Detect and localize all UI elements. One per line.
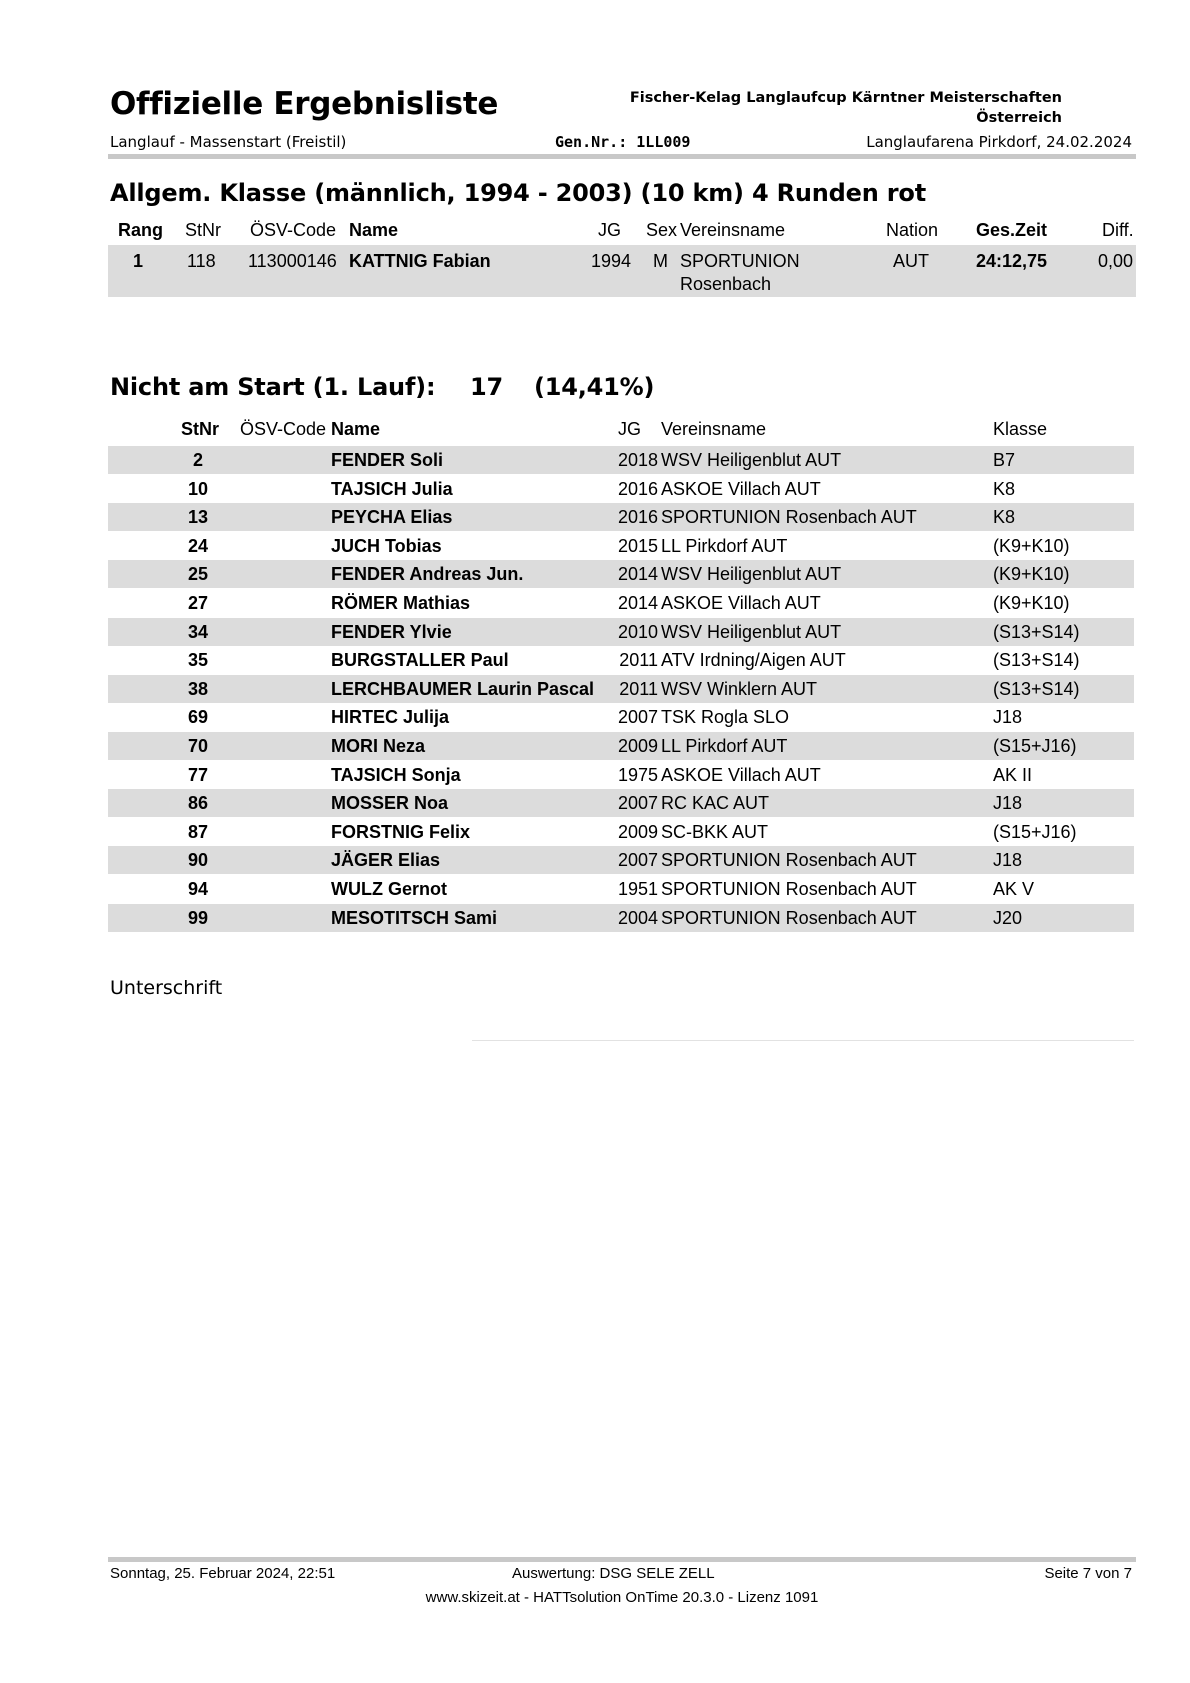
dns-col-klasse: Klasse	[993, 419, 1048, 439]
footer-evaluation: Auswertung: DSG SELE ZELL	[512, 1565, 715, 1582]
club-name: SC-BKK AUT	[661, 821, 769, 842]
page-title: Offizielle Ergebnisliste	[110, 86, 499, 122]
athlete-name: MESOTITSCH Sami	[331, 907, 498, 928]
club-name: LL Pirkdorf AUT	[661, 535, 788, 556]
col-sex: Sex	[646, 220, 678, 240]
start-number: 10	[187, 478, 209, 499]
dns-col-jg: JG	[618, 419, 642, 439]
table-row	[108, 475, 1134, 503]
dns-section-title	[110, 373, 655, 401]
table-row	[108, 904, 1134, 932]
birth-year: 2014	[617, 564, 658, 585]
class: (S13+S14)	[993, 678, 1080, 699]
birth-year: 1975	[617, 764, 658, 785]
start-number: 69	[187, 707, 209, 728]
athlete-name: KATTNIG Fabian	[349, 251, 491, 271]
footer-credit: www.skizeit.at - HATTsolution OnTime 20.3.0 - Lizenz 1091	[425, 1589, 819, 1606]
birth-year: 2018	[617, 450, 658, 470]
club-name: SPORTUNION Rosenbach AUT	[661, 907, 917, 928]
col-ges-zeit: Ges.Zeit	[976, 220, 1048, 240]
discipline: Langlauf - Massenstart (Freistil)	[110, 133, 347, 151]
athlete-name: MOSSER Noa	[331, 793, 449, 814]
table-row	[108, 646, 1134, 674]
start-number: 118	[187, 251, 216, 271]
table-row	[108, 675, 1134, 703]
start-number: 90	[187, 850, 209, 871]
class: K8	[993, 507, 1016, 528]
birth-year: 1994	[591, 251, 632, 271]
osv-code: 113000146	[248, 251, 337, 271]
athlete-name: PEYCHA Elias	[331, 507, 453, 528]
club-name: WSV Heiligenblut AUT	[661, 564, 842, 585]
club-name: SPORTUNION Rosenbach AUT	[661, 850, 917, 871]
club-name: SPORTUNION Rosenbach AUT	[661, 879, 917, 899]
sex: M	[653, 251, 668, 271]
col-diff: Diff.	[1102, 220, 1134, 240]
table-row	[108, 618, 1134, 646]
dns-label: Nicht am Start (1. Lauf):	[110, 373, 436, 401]
dns-col-osv-code: ÖSV-Code	[240, 419, 327, 439]
club-name: SPORTUNION Rosenbach AUT	[661, 507, 917, 528]
athlete-name: FENDER Soli	[331, 450, 444, 470]
start-number: 13	[187, 507, 209, 528]
col-stnr: StNr	[185, 220, 221, 240]
club-name: WSV Winklern AUT	[661, 678, 818, 699]
signature-label: Unterschrift	[110, 977, 223, 999]
results-section-title: Allgem. Klasse (männlich, 1994 - 2003) (10 km) 4 Runden rot	[110, 179, 926, 207]
start-number: 77	[187, 764, 209, 785]
birth-year: 2016	[617, 507, 658, 528]
club-name: ASKOE Villach AUT	[661, 593, 821, 613]
start-number: 25	[187, 564, 209, 585]
class: AK II	[993, 764, 1033, 785]
club-name: ASKOE Villach AUT	[661, 764, 821, 785]
nation: AUT	[893, 251, 929, 271]
class: B7	[993, 450, 1016, 470]
class: J18	[993, 793, 1023, 814]
table-row	[108, 846, 1134, 874]
athlete-name: JUCH Tobias	[331, 535, 442, 556]
club-name: TSK Rogla SLO	[661, 707, 790, 728]
birth-year: 2014	[617, 593, 658, 613]
birth-year: 2007	[617, 793, 658, 814]
club-name: ASKOE Villach AUT	[661, 478, 821, 499]
athlete-name: BURGSTALLER Paul	[331, 650, 509, 671]
athlete-name: FORSTNIG Felix	[331, 821, 471, 842]
footer-page-number: Seite 7 von 7	[1044, 1565, 1132, 1582]
class: J18	[993, 850, 1023, 871]
start-number: 99	[187, 907, 209, 928]
dns-col-stnr: StNr	[181, 419, 220, 439]
rank: 1	[133, 251, 144, 271]
class: J20	[993, 907, 1023, 928]
club-name: ATV Irdning/Aigen AUT	[661, 650, 846, 671]
start-number: 35	[187, 650, 209, 671]
birth-year: 2004	[617, 907, 658, 928]
athlete-name: TAJSICH Sonja	[331, 764, 461, 785]
class: (K9+K10)	[993, 564, 1070, 585]
start-number: 86	[187, 793, 209, 814]
footer-datetime: Sonntag, 25. Februar 2024, 22:51	[110, 1565, 336, 1582]
col-vereinsname: Vereinsname	[680, 220, 786, 240]
club-line-1: SPORTUNION	[680, 251, 800, 271]
signature-line	[472, 1040, 1134, 1041]
birth-year: 2016	[617, 478, 658, 499]
birth-year: 2007	[617, 850, 658, 871]
class: (K9+K10)	[993, 593, 1070, 613]
col-nation: Nation	[886, 220, 939, 240]
club-name: LL Pirkdorf AUT	[661, 736, 788, 756]
venue-date: Langlaufarena Pirkdorf, 24.02.2024	[866, 133, 1132, 151]
club-name: RC KAC AUT	[661, 793, 770, 814]
table-row	[108, 818, 1134, 846]
table-row	[108, 560, 1134, 588]
table-row	[108, 245, 1136, 297]
dns-percent: (14,41%)	[534, 373, 655, 401]
athlete-name: WULZ Gernot	[331, 879, 447, 899]
start-number: 24	[187, 535, 209, 556]
birth-year: 2007	[617, 707, 658, 728]
class: (S13+S14)	[993, 621, 1080, 642]
athlete-name: FENDER Andreas Jun.	[331, 564, 524, 585]
birth-year: 2009	[617, 821, 658, 842]
athlete-name: HIRTEC Julija	[331, 707, 450, 728]
birth-year: 2009	[617, 736, 658, 756]
start-number: 70	[187, 736, 209, 756]
club-name: WSV Heiligenblut AUT	[661, 450, 842, 470]
birth-year: 2011	[619, 650, 658, 671]
table-row	[108, 789, 1134, 817]
footer-divider	[108, 1557, 1136, 1562]
birth-year: 2015	[617, 535, 658, 556]
club-name: WSV Heiligenblut AUT	[661, 621, 842, 642]
dns-col-name: Name	[331, 419, 381, 439]
birth-year: 2011	[619, 678, 658, 699]
class: J18	[993, 707, 1023, 728]
event-line-2: Österreich	[976, 110, 1062, 126]
col-name: Name	[349, 220, 399, 240]
class: (S13+S14)	[993, 650, 1080, 671]
athlete-name: FENDER Ylvie	[331, 621, 452, 642]
col-osv-code: ÖSV-Code	[250, 220, 337, 240]
class: K8	[993, 478, 1016, 499]
total-time: 24:12,75	[976, 251, 1048, 271]
class: (K9+K10)	[993, 535, 1070, 556]
athlete-name: LERCHBAUMER Laurin Pascal	[331, 678, 595, 699]
start-number: 87	[187, 821, 209, 842]
athlete-name: TAJSICH Julia	[331, 478, 453, 499]
event-line-1: Fischer-Kelag Langlaufcup Kärntner Meisterschaften	[629, 90, 1062, 106]
table-row	[108, 589, 1134, 617]
birth-year: 2010	[617, 621, 658, 642]
time-diff: 0,00	[1098, 251, 1134, 271]
col-rang: Rang	[118, 220, 163, 240]
col-jg: JG	[598, 220, 622, 240]
dns-count: 17	[470, 373, 503, 401]
table-row	[108, 703, 1134, 731]
start-number: 94	[187, 879, 209, 899]
start-number: 38	[187, 678, 209, 699]
header-divider	[108, 154, 1136, 159]
start-number: 34	[187, 621, 209, 642]
table-row	[108, 732, 1134, 760]
dns-col-vereinsname: Vereinsname	[661, 419, 767, 439]
class: AK V	[993, 879, 1035, 899]
table-row	[108, 875, 1134, 903]
class: (S15+J16)	[993, 736, 1077, 756]
table-row	[108, 532, 1134, 560]
club-line-2: Rosenbach	[680, 274, 772, 294]
start-number: 27	[187, 593, 209, 613]
class: (S15+J16)	[993, 821, 1077, 842]
birth-year: 1951	[617, 879, 658, 899]
athlete-name: RÖMER Mathias	[331, 593, 471, 613]
athlete-name: JÄGER Elias	[331, 850, 441, 871]
start-number: 2	[192, 450, 203, 470]
athlete-name: MORI Neza	[331, 736, 426, 756]
table-row	[108, 446, 1134, 474]
event-name	[542, 88, 1062, 128]
gen-number: Gen.Nr.: 1LL009	[555, 133, 691, 151]
table-row	[108, 503, 1134, 531]
table-row	[108, 761, 1134, 789]
